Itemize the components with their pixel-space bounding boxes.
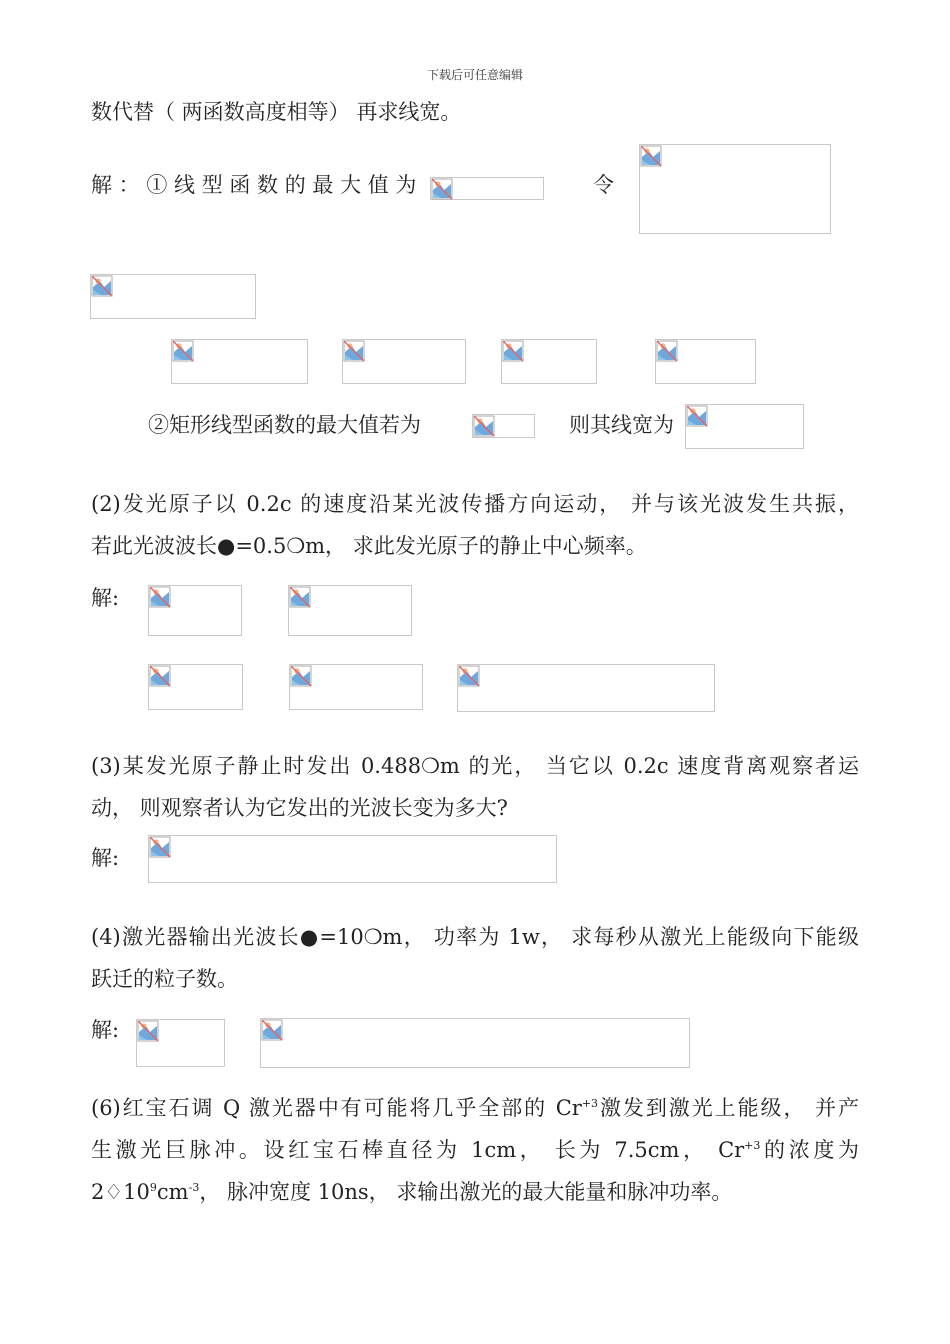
problem-6-line-3: $2♢10^9cm^{-3}$， 脉冲宽度 10ns， 求输出激光的最大能量和脉冲功率。 [91,1180,733,1204]
solution-label-1: 解 ： ① 线 型 函 数 的 最 大 值 为 [91,173,417,197]
broken-image-icon [149,836,171,858]
broken-image-icon [640,145,662,167]
formula-image [171,339,308,384]
broken-image-icon [172,340,194,362]
problem-3-line-1: (3)某发光原子静止时发出 0.488❍m 的光， 当它以 0.2c 速度背离观察者运 [91,754,859,778]
problem-2-line-1: (2)发光原子以 0.2c 的速度沿某光波传播方向运动， 并与该光波发生共振， [91,492,859,516]
formula-image [289,664,423,710]
text-ling: 令 [593,173,614,197]
text-line: 则其线宽为 [569,413,674,437]
broken-image-icon [502,340,524,362]
broken-image-icon [458,665,480,687]
formula-image [148,835,557,883]
problem-3-line-2: 动， 则观察者认为它发出的光波长变为多大? [91,796,508,820]
solution-label-4: 解: [91,1018,120,1042]
formula-image [685,404,804,449]
problem-4-line-2: 跃迁的粒子数。 [91,967,238,991]
formula-image [655,339,756,384]
broken-image-icon [343,340,365,362]
formula-image [260,1018,690,1068]
problem-6-line-1: (6)红宝石调 Q 激光器中有可能将几乎全部的 $Cr^{+3}$激发到激光上能级， 并产 [91,1096,859,1120]
formula-image [472,414,535,438]
formula-image [501,339,597,384]
broken-image-icon [137,1020,159,1042]
text-line: 数代替（ 两函数高度相等） 再求线宽。 [91,100,462,124]
formula-image [288,585,412,636]
formula-image [342,339,466,384]
formula-image [430,177,544,200]
broken-image-icon [656,340,678,362]
solution-label-3: 解: [91,846,120,870]
problem-2-line-2: 若此光波波长●=0.5❍m， 求此发光原子的静止中心频率。 [91,534,647,558]
formula-image [90,274,256,319]
broken-image-icon [290,665,312,687]
formula-image [148,664,243,710]
broken-image-icon [686,405,708,427]
broken-image-icon [473,415,495,437]
solution-label-2: 解: [91,586,120,610]
broken-image-icon [431,178,453,200]
broken-image-icon [149,665,171,687]
problem-6-line-2: 生激光巨脉冲。设红宝石棒直径为 1cm， 长为 7.5cm， $Cr^{+3}$的浓度为 [91,1138,859,1162]
page-header: 下载后可任意编辑 [426,68,523,82]
problem-4-line-1: (4)激光器输出光波长●=10❍m， 功率为 1w， 求每秒从激光上能级向下能级 [91,925,859,949]
broken-image-icon [261,1019,283,1041]
formula-image [457,664,715,712]
formula-image [148,585,242,636]
broken-image-icon [149,586,171,608]
text-line: ②矩形线型函数的最大值若为 [148,413,421,437]
broken-image-icon [289,586,311,608]
formula-image [136,1019,225,1067]
formula-image [639,144,831,234]
broken-image-icon [91,275,113,297]
